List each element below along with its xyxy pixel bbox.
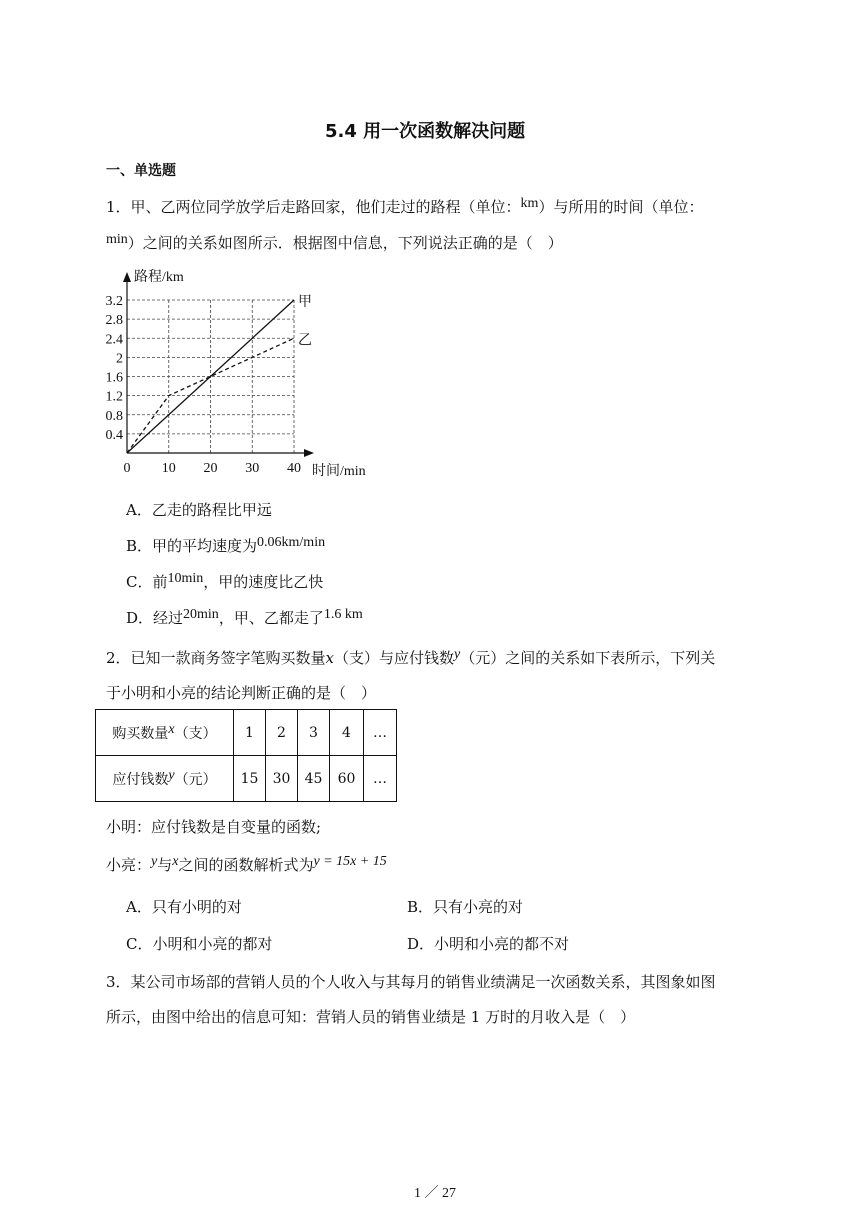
table-cell: 1 bbox=[234, 710, 266, 756]
x-tick-label: 30 bbox=[245, 461, 260, 476]
q1-stem-line1: 1．甲、乙两位同学放学后走路回家，他们走过的路程（单位：km）与所用的时间（单位： bbox=[106, 196, 704, 216]
y-axis-label: 路程/km bbox=[134, 270, 184, 285]
x-axis-label: 时间/min bbox=[312, 464, 366, 479]
x-tick-label: 10 bbox=[161, 461, 176, 476]
x-tick-label: 0 bbox=[123, 461, 131, 476]
q2-option-b[interactable]: B．只有小亮的对 bbox=[407, 898, 524, 916]
table-row bbox=[96, 710, 397, 756]
q1-stem-line2: min）之间的关系如图所示．根据图中信息，下列说法正确的是（ ） bbox=[106, 232, 563, 252]
q2-xiaoming: 小明：应付钱数是自变量的函数; bbox=[106, 818, 322, 836]
table-cell: 2 bbox=[266, 710, 298, 756]
q1-option-c[interactable]: C．前10min，甲的速度比乙快 bbox=[126, 571, 324, 591]
q2-option-c[interactable]: C．小明和小亮的都对 bbox=[126, 935, 273, 953]
x-tick-label: 40 bbox=[287, 461, 301, 476]
page-title: 5.4 用一次函数解决问题 bbox=[325, 121, 526, 142]
y-axis-arrow bbox=[123, 272, 131, 282]
q2-stem-line1: 2．已知一款商务签字笔购买数量x（支）与应付钱数y（元）之间的关系如下表所示，下列关 bbox=[106, 647, 716, 667]
table-header-cell: 应付钱数y（元） bbox=[96, 756, 234, 802]
q2-option-a[interactable]: A．只有小明的对 bbox=[126, 898, 242, 916]
table-cell: 4 bbox=[330, 710, 364, 756]
y-tick-label: 2.8 bbox=[105, 313, 123, 329]
unit-km: km bbox=[520, 196, 539, 211]
y-tick-label: 0.8 bbox=[105, 408, 123, 424]
table-cell: 60 bbox=[330, 756, 364, 802]
table-cell: 3 bbox=[298, 710, 330, 756]
x-tick-label: 20 bbox=[203, 461, 218, 476]
q3-stem-line1: 3．某公司市场部的营销人员的个人收入与其每月的销售业绩满足一次函数关系，其图象如图 bbox=[106, 973, 716, 991]
table-cell: 15 bbox=[234, 756, 266, 802]
table-cell: … bbox=[364, 756, 397, 802]
x-axis-arrow bbox=[304, 449, 314, 457]
q2-stem-line2: 于小明和小亮的结论判断正确的是（ ） bbox=[106, 684, 377, 702]
formula: y = 15x + 15 bbox=[313, 854, 387, 869]
q2-option-d[interactable]: D．小明和小亮的都不对 bbox=[407, 935, 570, 953]
chart-labels bbox=[106, 269, 366, 479]
table-cell: 30 bbox=[266, 756, 298, 802]
section-heading: 一、单选题 bbox=[106, 163, 176, 179]
q1-option-b[interactable]: B．甲的平均速度为0.06km/min bbox=[126, 535, 326, 555]
q2-xiaoliang: 小亮：y与x之间的函数解析式为y = 15x + 15 bbox=[106, 854, 387, 874]
table-cell: … bbox=[364, 710, 397, 756]
y-tick-label: 2 bbox=[116, 351, 123, 367]
table-row bbox=[96, 756, 397, 802]
series-label: 乙 bbox=[298, 333, 312, 349]
page-number: 1 ／ 27 bbox=[414, 1186, 456, 1201]
y-tick-label: 3.2 bbox=[105, 294, 123, 309]
series-label: 甲 bbox=[298, 295, 312, 310]
y-tick-label: 2.4 bbox=[105, 332, 123, 348]
y-tick-label: 1.6 bbox=[105, 370, 123, 386]
y-tick-label: 0.4 bbox=[105, 427, 123, 443]
price-table bbox=[95, 709, 397, 802]
y-tick-label: 1.2 bbox=[105, 389, 123, 405]
q1-option-d[interactable]: D．经过20min，甲、乙都走了1.6 km bbox=[126, 607, 363, 627]
q1-option-a[interactable]: A．乙走的路程比甲远 bbox=[126, 501, 272, 519]
q3-stem-line2: 所示，由图中给出的信息可知：营销人员的销售业绩是 1 万时的月收入是（ ） bbox=[106, 1008, 636, 1026]
q1-chart bbox=[100, 264, 400, 479]
unit-min: min bbox=[106, 232, 128, 247]
table-cell: 45 bbox=[298, 756, 330, 802]
table-header-cell: 购买数量x（支） bbox=[96, 710, 234, 756]
